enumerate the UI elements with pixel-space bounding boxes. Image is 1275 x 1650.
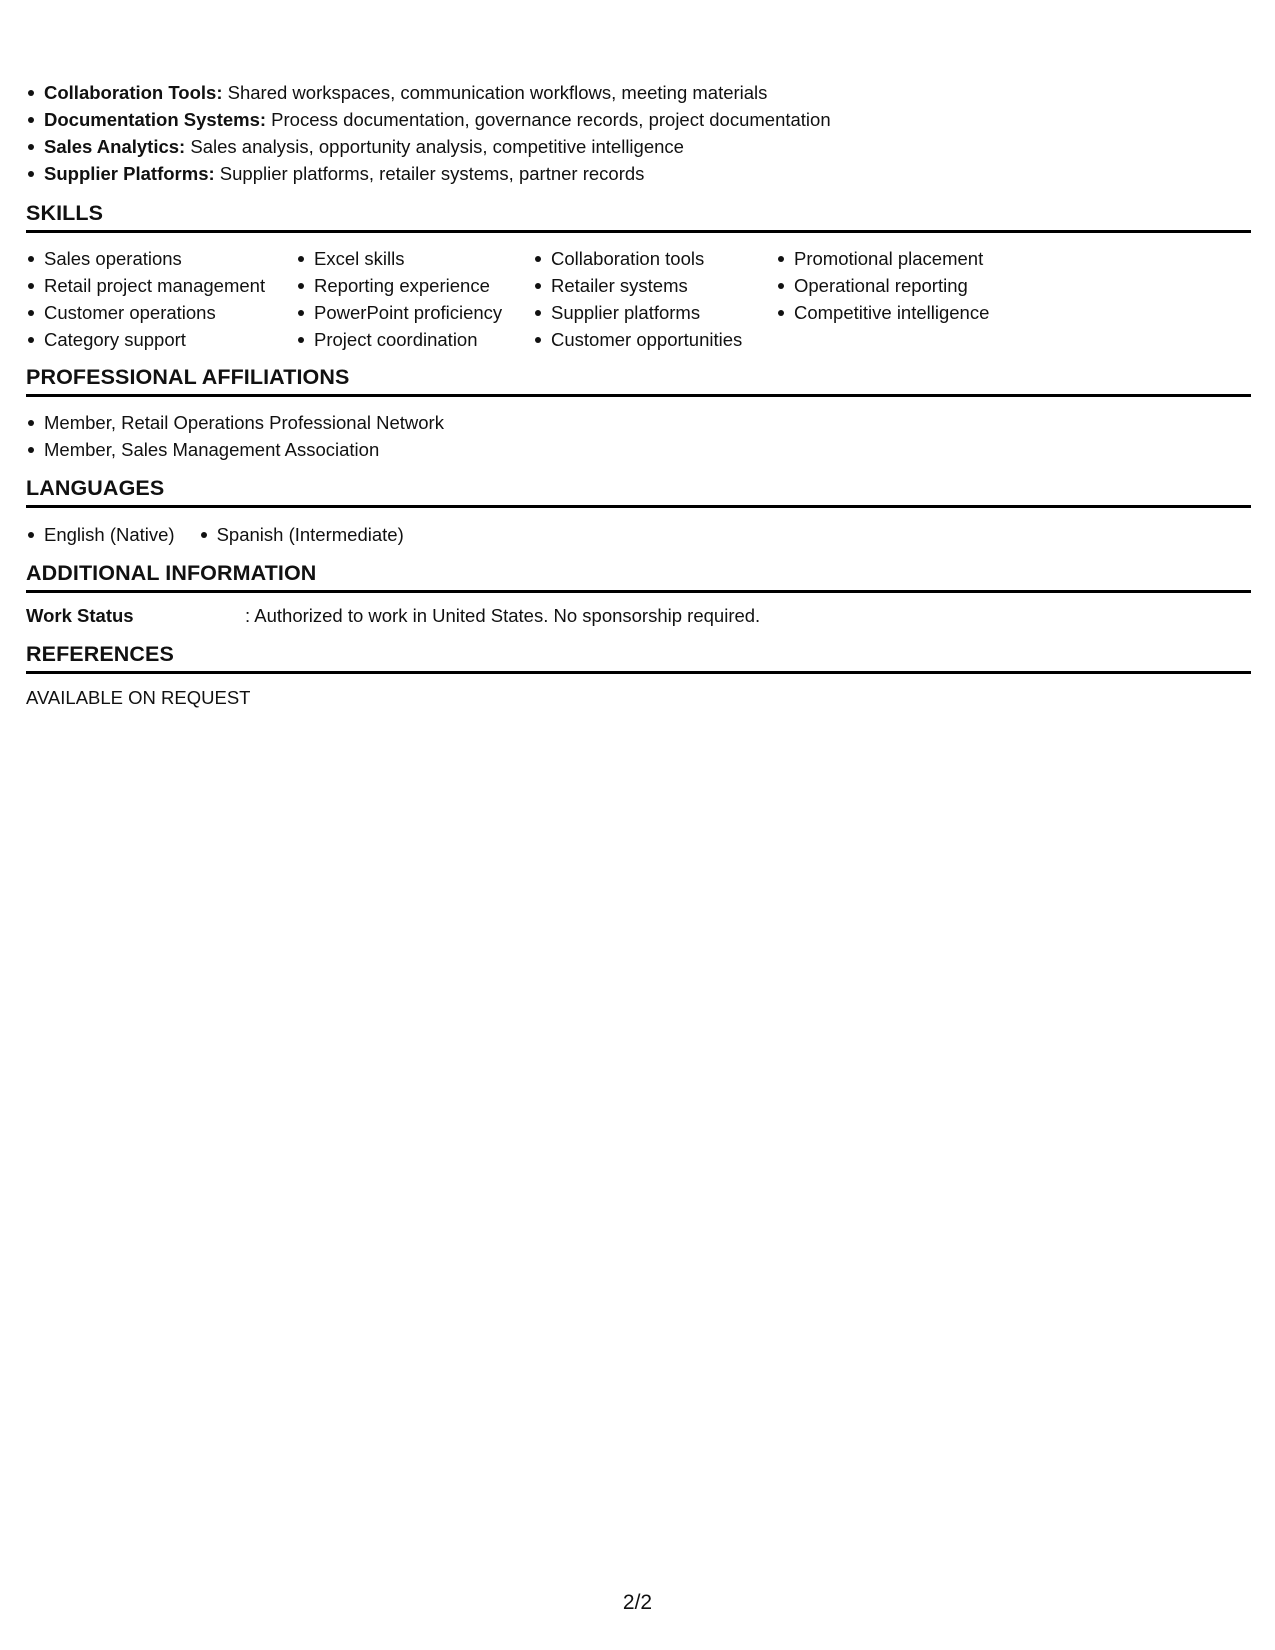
section-divider [26,230,1251,233]
skills-grid [26,245,1036,353]
list-item: English (Native) [26,521,175,548]
tool-label: Supplier Platforms: [44,163,215,184]
affiliations-list [26,409,444,463]
list-item: Member, Sales Management Association [26,436,444,463]
tool-label: Collaboration Tools: [44,82,223,103]
work-status-row [26,602,760,629]
list-item [26,106,831,133]
list-item: Retail project management [26,272,296,299]
list-item: Promotional placement [776,245,1036,272]
list-item [26,79,831,106]
list-item: Sales operations [26,245,296,272]
list-item: Supplier platforms [533,299,776,326]
tool-text: Supplier platforms, retailer systems, partner records [214,163,645,184]
list-item [26,133,831,160]
list-item: Member, Retail Operations Professional Network [26,409,444,436]
work-status-value: : Authorized to work in United States. No sponsorship required. [245,605,761,626]
skills-heading: SKILLS [26,201,104,225]
skills-column [26,245,296,353]
list-item: Collaboration tools [533,245,776,272]
list-item: Retailer systems [533,272,776,299]
tool-text: Shared workspaces, communication workflows, meeting materials [222,82,768,103]
section-divider [26,671,1251,674]
list-item: Customer opportunities [533,326,776,353]
tool-text: Process documentation, governance records, project documentation [266,109,831,130]
list-item: Operational reporting [776,272,1036,299]
list-item: Excel skills [296,245,533,272]
tool-text: Sales analysis, opportunity analysis, competitive intelligence [185,136,684,157]
page-number: 2/2 [622,1591,653,1614]
list-item: Spanish (Intermediate) [199,521,404,548]
list-item [26,160,831,187]
section-divider [26,394,1251,397]
section-divider [26,505,1251,508]
list-item: Competitive intelligence [776,299,1036,326]
list-item: Reporting experience [296,272,533,299]
section-divider [26,590,1251,593]
languages-list [26,521,428,548]
work-status-label: Work Status [26,605,134,626]
list-item: PowerPoint proficiency [296,299,533,326]
references-heading: REFERENCES [26,642,174,666]
skills-column [776,245,1036,353]
tools-list [26,79,831,187]
languages-heading: LANGUAGES [26,476,165,500]
skills-column [296,245,533,353]
affiliations-heading: PROFESSIONAL AFFILIATIONS [26,365,350,389]
references-text: AVAILABLE ON REQUEST [26,687,251,708]
list-item: Customer operations [26,299,296,326]
tool-label: Sales Analytics: [44,136,186,157]
list-item: Category support [26,326,296,353]
additional-info-heading: ADDITIONAL INFORMATION [26,561,317,585]
list-item: Project coordination [296,326,533,353]
skills-column [533,245,776,353]
tool-label: Documentation Systems: [44,109,267,130]
